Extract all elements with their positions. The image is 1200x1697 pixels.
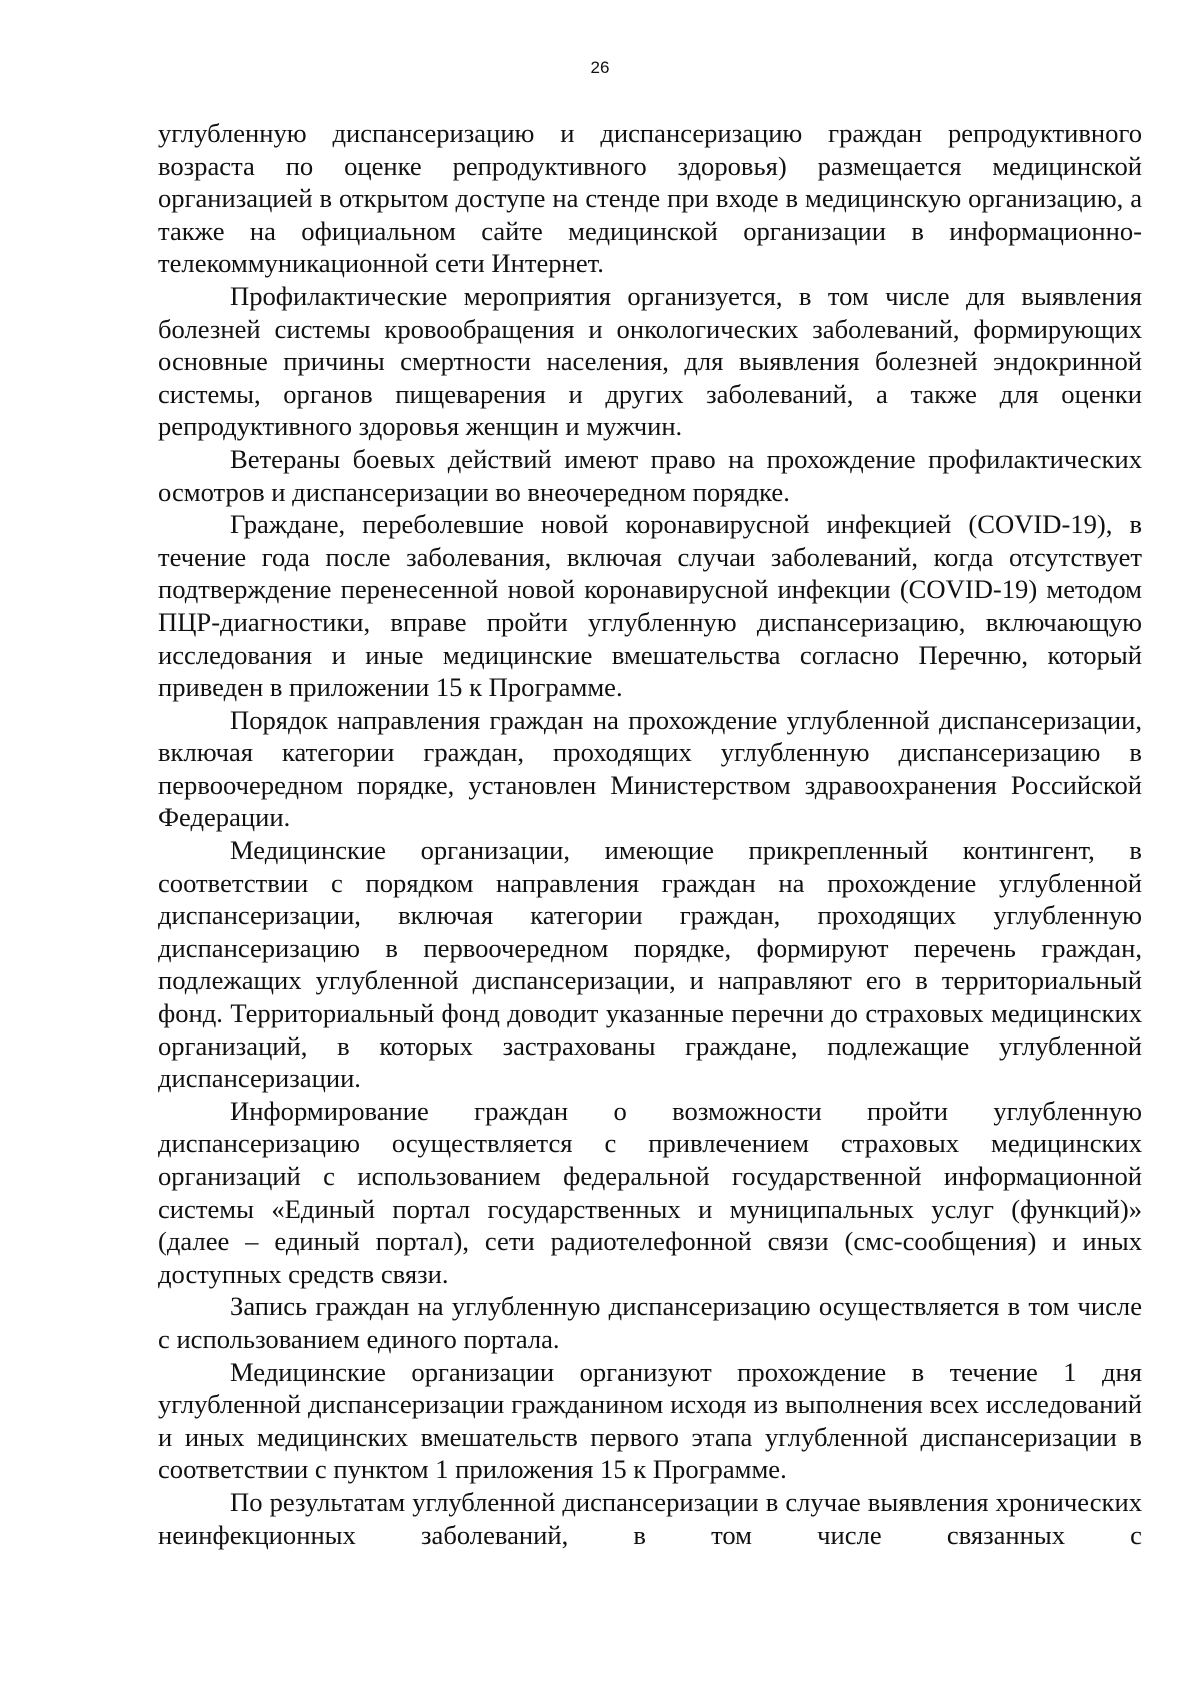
page-number: 26 xyxy=(590,58,610,77)
paragraph-7: Информирование граждан о возможности пройти углубленную диспансеризацию осуществляется с привлечением страховых медицинских организаций с использованием федеральной государственной информационной системы «Единый портал государственных и муниципальных услуг (функций)» (далее – единый портал), сети радиотелефонной связи (смс-сообщения) и иных доступных средств связи. xyxy=(158,1095,1142,1289)
document-body xyxy=(158,117,1142,1551)
paragraph-5: Порядок направления граждан на прохождение углубленной диспансеризации, включая категории граждан, проходящих углубленную диспансеризацию в первоочередном порядке, установлен Министерством здравоохранения Российской Федерации. xyxy=(158,704,1142,833)
paragraph-3: Ветераны боевых действий имеют право на прохождение профилактических осмотров и диспансеризации во внеочередном порядке. xyxy=(158,443,1142,507)
paragraph-1: углубленную диспансеризацию и диспансеризацию граждан репродуктивного возраста по оценке репродуктивного здоровья) размещается медицинской организацией в открытом доступе на стенде при входе в медицинскую организацию, а также на официальном сайте медицинской организации в информационно-телекоммуникационной сети Интернет. xyxy=(158,118,1142,279)
paragraph-9: Медицинские организации организуют прохождение в течение 1 дня углубленной диспансеризации гражданином исходя из выполнения всех исследований и иных медицинских вмешательств первого этапа углубленной диспансеризации в соответствии с пунктом 1 приложения 15 к Программе. xyxy=(158,1356,1142,1485)
paragraph-6: Медицинские организации, имеющие прикрепленный контингент, в соответствии с порядком направления граждан на прохождение углубленной диспансеризации, включая категории граждан, проходящих углубленную диспансеризацию в первоочередном порядке, формируют перечень граждан, подлежащих углубленной диспансеризации, и направляют его в территориальный фонд. Территориальный фонд доводит указанные перечни до страховых медицинских организаций, в которых застрахованы граждане, подлежащие углубленной диспансеризации. xyxy=(158,835,1142,1094)
paragraph-10: По результатам углубленной диспансеризации в случае выявления хронических неинфекционных заболеваний, в том числе связанных с xyxy=(158,1486,1142,1550)
paragraph-8: Запись граждан на углубленную диспансеризацию осуществляется в том числе с использованием единого портала. xyxy=(158,1291,1142,1354)
paragraph-4: Граждане, переболевшие новой коронавирусной инфекцией (COVID-19), в течение года после заболевания, включая случаи заболеваний, когда отсутствует подтверждение перенесенной новой коронавирусной инфекции (COVID-19) методом ПЦР-диагностики, вправе пройти углубленную диспансеризацию, включающую исследования и иные медицинские вмешательства согласно Перечню, который приведен в приложении 15 к Программе. xyxy=(158,509,1142,703)
paragraph-2: Профилактические мероприятия организуется, в том числе для выявления болезней системы кровообращения и онкологических заболеваний, формирующих основные причины смертности населения, для выявления болезней эндокринной системы, органов пищеварения и других заболеваний, а также для оценки репродуктивного здоровья женщин и мужчин. xyxy=(158,280,1142,442)
